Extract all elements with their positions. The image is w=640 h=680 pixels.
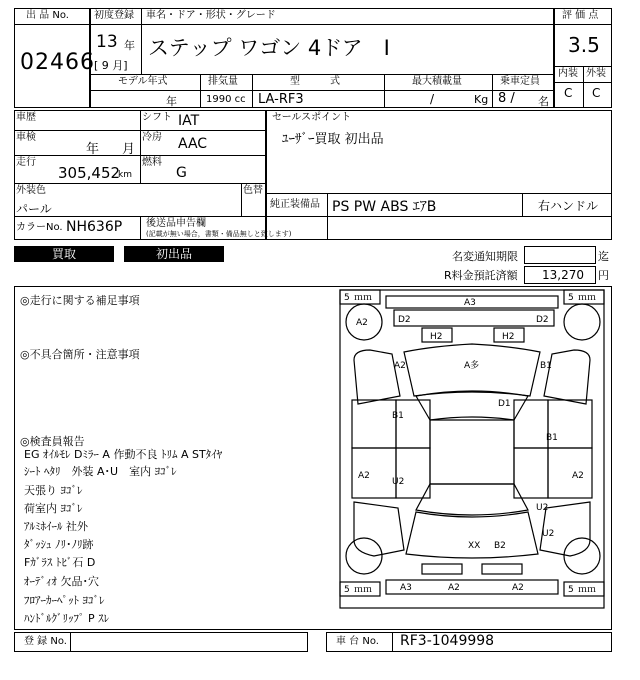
recycle: 13,270: [542, 268, 584, 282]
first-reg-month: [ 9 月]: [94, 59, 128, 72]
corner-unit: ｍｍ: [578, 293, 597, 303]
damage-mark: D1: [498, 399, 511, 409]
lot-no-label: 出 品 No.: [26, 10, 69, 21]
equipment-label: 純正装備品: [270, 199, 320, 210]
inspection-year: 年: [86, 142, 100, 157]
damage-diagram: [334, 288, 610, 628]
color-no: NH636P: [66, 219, 123, 235]
damage-mark: A2: [512, 583, 524, 593]
mileage-label: 走行: [16, 157, 36, 168]
equipment: PS PW ABS ｴｱB: [332, 199, 437, 215]
max-load-unit: Kg: [474, 93, 489, 106]
damage-mark: A2: [572, 471, 584, 481]
inspector-label: ◎検査員報告: [20, 435, 85, 448]
ext-color: パール: [16, 202, 52, 216]
damage-mark: U2: [536, 503, 549, 513]
inspector-line: ｱﾙﾐﾎｲｰﾙ 社外: [24, 520, 88, 533]
damage-mark: B1: [546, 433, 558, 443]
corner-label: 5: [344, 293, 350, 303]
inspector-line: 荷室内 ﾖｺﾞﾚ: [24, 502, 83, 515]
defects-label: ◎不具合箇所・注意事項: [20, 348, 140, 361]
exterior-grade: C: [592, 86, 601, 100]
score-label: 評 価 点: [562, 10, 599, 21]
damage-mark: D2: [398, 315, 411, 325]
damage-mark: B1: [392, 411, 404, 421]
docs-note: (記載が無い場合，書類・備品無しと致します): [146, 230, 292, 238]
model-year-unit: 年: [166, 95, 177, 108]
sales-point-label: セールスポイント: [272, 112, 352, 123]
notice-label: 名変通知期限: [452, 250, 518, 263]
damage-mark: U2: [392, 477, 405, 487]
damage-mark: A2: [448, 583, 460, 593]
max-load: /: [430, 92, 435, 106]
type-label: 型 式: [290, 76, 340, 87]
reg-no-label: 登 録 No.: [24, 636, 67, 647]
damage-mark: H2: [502, 332, 515, 342]
inspector-line: ﾀﾞｯｼｭ ﾉﾘ･ﾉﾘ跡: [24, 538, 94, 551]
first-reg-label: 初度登録: [94, 10, 134, 21]
mileage-unit: km: [118, 170, 132, 180]
tag-buyback: 買取: [14, 246, 114, 262]
inspector-line: ｵｰﾃﾞｨｵ 欠品･穴: [24, 575, 99, 588]
corner-label: 5: [344, 585, 350, 595]
inspector-line: ｼｰﾄ ﾍﾀﾘ 外装 A･U 室内 ﾖｺﾞﾚ: [24, 465, 177, 478]
ac: AAC: [178, 136, 208, 152]
corner-unit: ｍｍ: [578, 585, 597, 595]
sales-point: ﾕｰｻﾞｰ買取 初出品: [282, 132, 384, 147]
lot-no: 02466: [20, 50, 95, 75]
capacity: 8 /: [498, 91, 515, 106]
damage-mark: A2: [394, 361, 406, 371]
inspection-month: 月: [122, 142, 136, 157]
color-no-label: カラーNo.: [16, 222, 63, 233]
score: 3.5: [568, 33, 600, 57]
repaint-label: 色替: [243, 185, 263, 196]
chassis-no: RF3-1049998: [400, 633, 495, 649]
inspection-label: 車検: [16, 132, 36, 143]
damage-mark: A3: [464, 298, 476, 308]
shift: IAT: [178, 113, 200, 129]
recycle-label: R料金預託済額: [444, 269, 518, 282]
damage-mark: A多: [464, 361, 480, 371]
first-reg-year: 13: [96, 32, 118, 52]
displacement: 1990 cc: [206, 94, 246, 105]
shift-label: シフト: [142, 112, 172, 123]
mileage: 305,452: [58, 164, 121, 182]
chassis-label: 車 台 No.: [336, 636, 379, 647]
damage-mark: U2: [542, 529, 555, 539]
damage-mark: A2: [356, 318, 368, 328]
fuel: G: [176, 165, 187, 181]
docs-label: 後送品申告欄: [146, 218, 206, 229]
inspector-line: ﾌﾛｱｰｶｰﾍﾟｯﾄ ﾖｺﾞﾚ: [24, 594, 105, 607]
damage-mark: D2: [536, 315, 549, 325]
capacity-label: 乗車定員: [500, 76, 540, 87]
notice-box: [524, 246, 596, 264]
driving-notes-label: ◎走行に関する補足事項: [20, 294, 140, 307]
damage-mark: A2: [358, 471, 370, 481]
corner-unit: ｍｍ: [354, 585, 373, 595]
ac-label: 冷房: [142, 132, 162, 143]
corner-unit: ｍｍ: [354, 293, 373, 303]
interior-grade: C: [564, 86, 573, 100]
recycle-unit: 円: [598, 269, 609, 282]
damage-mark: B2: [494, 541, 506, 551]
ext-color-label: 外装色: [16, 185, 46, 196]
model-year-label: モデル年式: [118, 76, 168, 87]
damage-mark: B1: [540, 361, 552, 371]
inspector-line: EG ｵｲﾙﾓﾚ Dﾐﾗｰ A 作動不良 ﾄﾘﾑ A STﾀｲﾔ: [24, 448, 223, 461]
max-load-label: 最大積載量: [412, 76, 462, 87]
car-name-label: 車名・ドア・形状・グレード: [146, 10, 276, 21]
history-label: 車歴: [16, 112, 36, 123]
type: LA-RF3: [258, 92, 304, 107]
interior-label: 内装: [558, 68, 578, 79]
damage-mark: A3: [400, 583, 412, 593]
corner-label: 5: [568, 585, 574, 595]
year-unit: 年: [124, 39, 135, 52]
notice-unit: 迄: [598, 250, 609, 263]
fuel-label: 燃料: [142, 157, 162, 168]
inspector-line: ﾊﾝﾄﾞﾙｸﾞﾘｯﾌﾟ P ｽﾚ: [24, 612, 110, 625]
exterior-label: 外装: [586, 68, 606, 79]
capacity-unit: 名: [538, 95, 549, 108]
handle: 右ハンドル: [538, 199, 599, 213]
displacement-label: 排気量: [208, 76, 238, 87]
corner-label: 5: [568, 293, 574, 303]
damage-mark: XX: [468, 541, 481, 551]
car-name: ステップ ワゴン 4ドア I: [148, 36, 390, 60]
tag-first-listing: 初出品: [124, 246, 224, 262]
damage-mark: H2: [430, 332, 443, 342]
inspector-line: Fｶﾞﾗｽ ﾄﾋﾞ石 D: [24, 556, 96, 569]
inspector-line: 天張り ﾖｺﾞﾚ: [24, 484, 83, 497]
